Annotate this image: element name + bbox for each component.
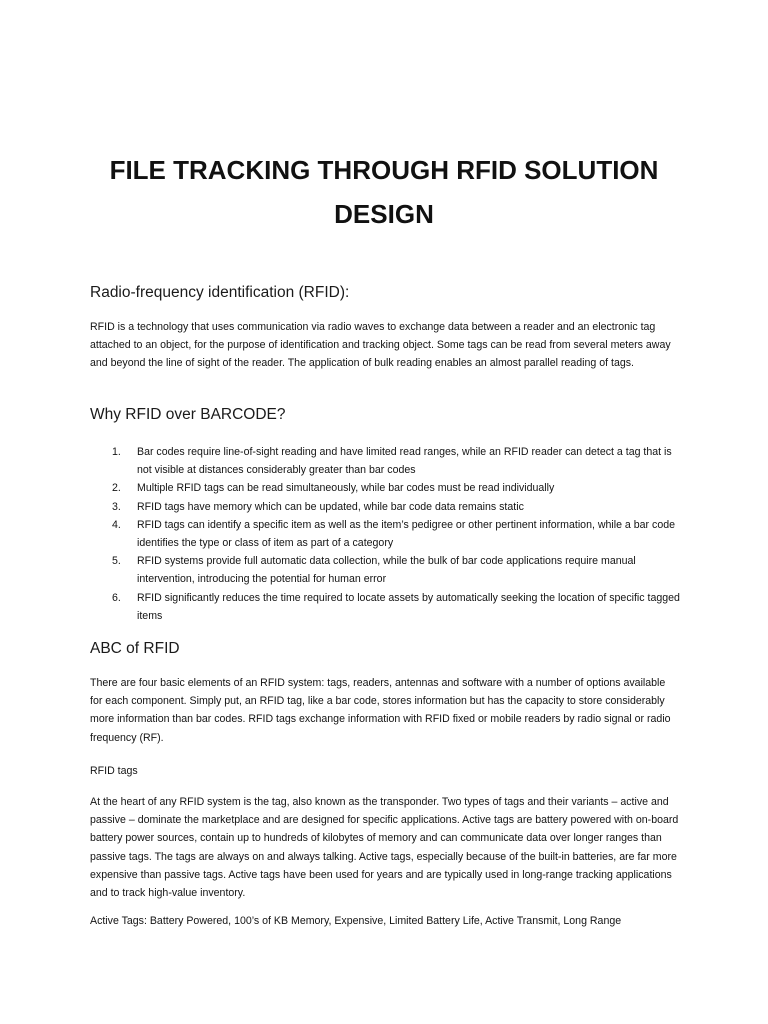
rfid-tags-subheading: RFID tags <box>90 765 138 777</box>
title-line-1: FILE TRACKING THROUGH RFID SOLUTION <box>109 155 659 185</box>
document-title <box>0 148 768 236</box>
list-item-text: RFID tags can identify a specific item as well as the item’s pedigree or other pertinent information, while a bar code identifies the type or class of item as part of a category <box>137 518 675 550</box>
list-item <box>90 479 680 497</box>
list-item-text: RFID systems provide full automatic data collection, while the bulk of bar code applications require manual intervention, introducing the potential for human error <box>137 555 636 586</box>
list-item <box>90 589 680 625</box>
rfid-tags-paragraph: At the heart of any RFID system is the tag, also known as the transponder. Two types of tags and their variants – active and passive – dominate the marketplace and are designed for specific applications. Active tags are battery powered with on-board battery power sources, contain up to hundreds of kilobytes of memory and can communicate data over longer ranges than passive tags. The tags are always on and always talking. Active tags, especially because of the built-in batteries, are far more expensive than passive tags. Active tags have been used for years and are typically used in long-range tracking applications and to track high-value inventory. <box>90 796 679 900</box>
list-item-text: RFID significantly reduces the time required to locate assets by automatically seeking the location of specific tagged items <box>137 591 680 622</box>
rfid-vs-barcode-list <box>90 443 680 625</box>
list-item <box>90 498 680 516</box>
title-line-2: DESIGN <box>334 199 434 229</box>
list-item-number: 4. <box>112 518 121 531</box>
list-item-number: 2. <box>112 482 121 495</box>
list-item <box>90 516 680 552</box>
list-item-number: 1. <box>112 446 121 458</box>
list-item <box>90 552 680 588</box>
section-heading-why-rfid: Why RFID over BARCODE? <box>90 406 286 423</box>
list-item <box>90 443 680 479</box>
rfid-intro-paragraph: RFID is a technology that uses communication via radio waves to exchange data between a reader and an electronic tag attached to an object, for the purpose of identification and tracking object. Some tags can be read from several meters away and beyond the line of sight of the reader. The application of bulk reading enables an almost parallel reading of tags. <box>90 321 671 370</box>
list-item-number: 3. <box>112 500 121 513</box>
list-item-number: 6. <box>112 591 121 604</box>
list-item-text: Multiple RFID tags can be read simultaneously, while bar codes must be read individually <box>137 482 555 495</box>
active-tags-summary: Active Tags: Battery Powered, 100’s of KB Memory, Expensive, Limited Battery Life, Active Transmit, Long Range <box>90 915 622 927</box>
list-item-number: 5. <box>112 555 121 568</box>
abc-rfid-paragraph: There are four basic elements of an RFID system: tags, readers, antennas and software with a number of options available for each component. Simply put, an RFID tag, like a bar code, stores information but has the capacity to store considerably more information than bar codes. RFID tags exchange information with RFID fixed or mobile readers by radio signal or radio frequency (RF). <box>90 677 671 744</box>
list-item-text: Bar codes require line-of-sight reading and have limited read ranges, while an RFID reader can detect a tag that is not visible at distances considerably greater than bar codes <box>137 446 672 477</box>
list-item-text: RFID tags have memory which can be updated, while bar code data remains static <box>137 500 524 513</box>
section-heading-abc-rfid: ABC of RFID <box>90 640 180 657</box>
section-heading-rfid: Radio-frequency identification (RFID): <box>90 284 350 301</box>
